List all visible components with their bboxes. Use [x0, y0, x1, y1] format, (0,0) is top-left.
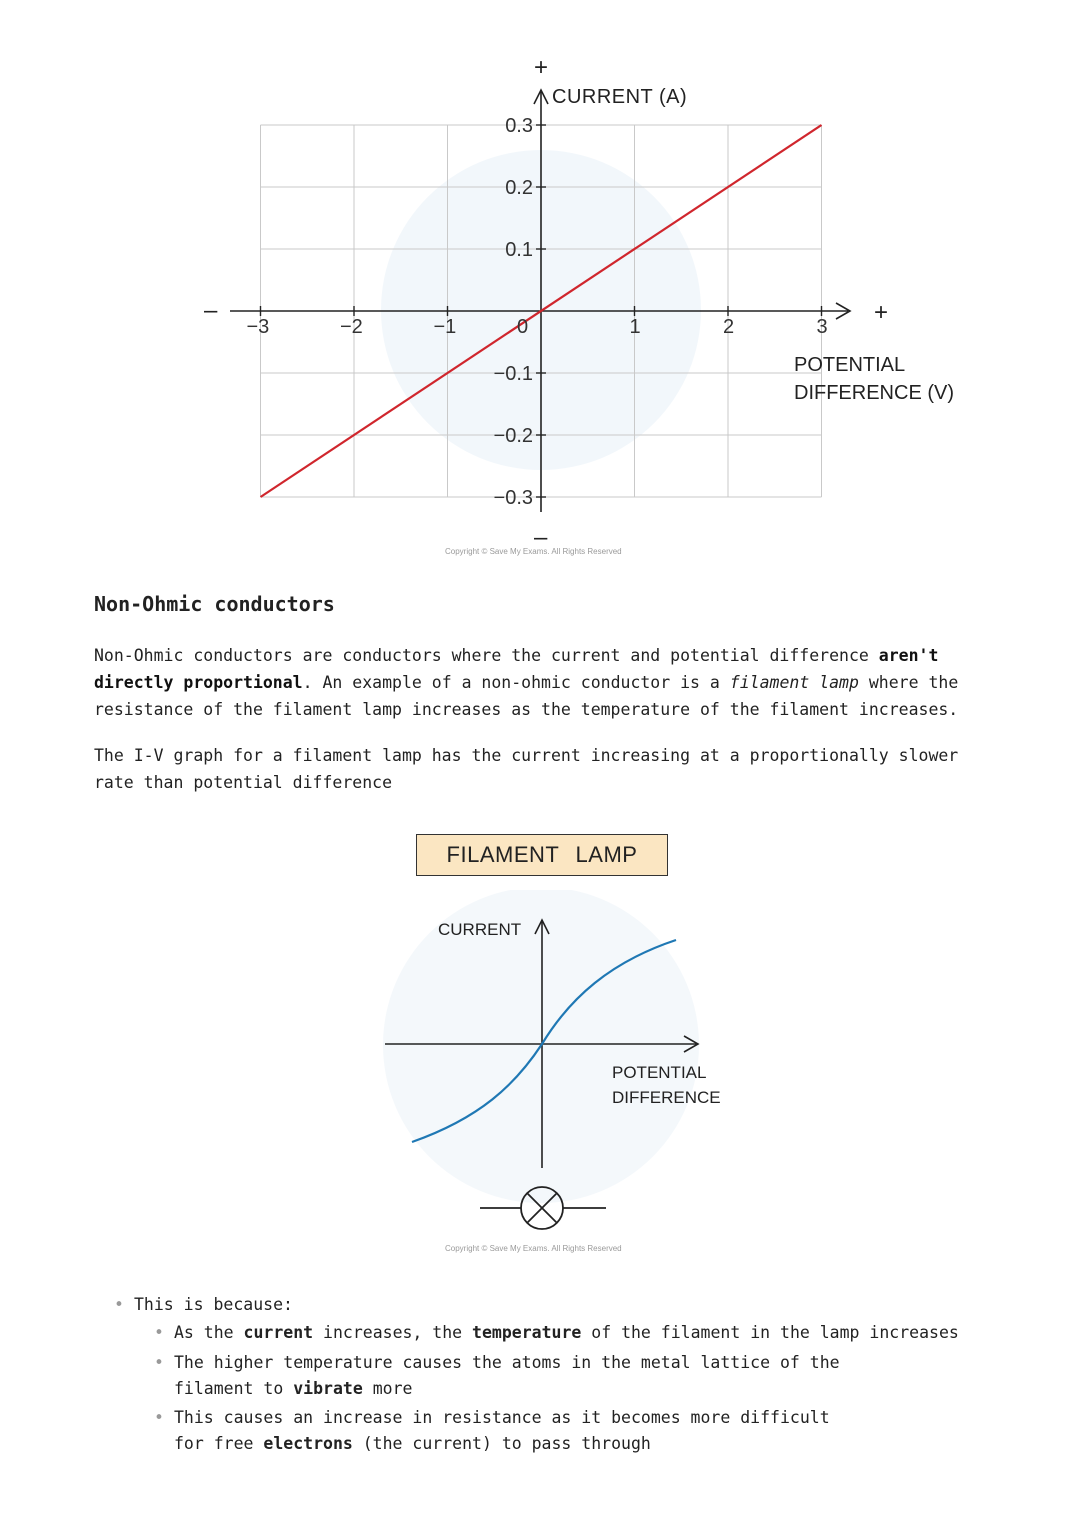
y-tick-label: 0.1 — [505, 239, 533, 261]
bullet-text: The higher temperature causes the atoms in the metal lattice of the filament to — [174, 1353, 840, 1398]
ohmic-iv-chart — [0, 0, 1080, 570]
filament-lamp-title: FILAMENT LAMP — [416, 834, 668, 876]
y-tick-label: −0.2 — [493, 425, 533, 447]
bullet-bold: vibrate — [293, 1379, 363, 1398]
x-tick-label: −1 — [433, 316, 457, 338]
para-bold: aren't directly proportional — [94, 646, 939, 692]
x-axis-label-line2: DIFFERENCE — [612, 1088, 721, 1107]
paragraph-iv-graph: The I-V graph for a filament lamp has the current increasing at a proportionally slower rate than potential difference — [94, 746, 959, 792]
bullet-dot: • — [154, 1408, 164, 1427]
bullet-bold: electrons — [263, 1434, 353, 1453]
y-minus-sign: – — [534, 524, 548, 551]
bullet-vibrate — [154, 1350, 914, 1402]
para-text: . An example of a non-ohmic conductor is a — [302, 673, 730, 692]
y-tick-label: 0.3 — [505, 115, 533, 137]
y-axis-label: CURRENT (A) — [552, 86, 688, 108]
copyright-notice: Copyright © Save My Exams. All Rights Reserved — [445, 547, 622, 556]
bullet-dot: • — [154, 1323, 164, 1342]
x-tick-label: 3 — [816, 316, 828, 338]
bullet-text: (the current) to pass through — [352, 1434, 651, 1453]
paragraph-non-ohmic — [94, 642, 994, 723]
bullet-text: of the filament in the lamp increases — [581, 1323, 959, 1342]
bullet-text: This is because: — [134, 1295, 293, 1314]
x-tick-label: −3 — [246, 316, 270, 338]
x-plus-sign: + — [874, 299, 889, 326]
x-axis-label-line2: DIFFERENCE (V) — [794, 382, 954, 404]
x-tick-label: 0 — [517, 316, 529, 338]
x-minus-sign: – — [204, 297, 218, 324]
y-tick-label: −0.1 — [493, 363, 533, 385]
bullet-text: As the — [174, 1323, 244, 1342]
para-italic: filament lamp — [729, 673, 859, 692]
bullet-electrons — [154, 1405, 854, 1457]
y-tick-label: −0.3 — [493, 487, 533, 509]
para-text: where the resistance of the filament lamp increases as the temperature of the filament increases. — [94, 673, 959, 719]
bullet-bold: current — [243, 1323, 314, 1342]
bullet-text: more — [362, 1379, 413, 1398]
filament-lamp-iv-chart — [0, 890, 1080, 1260]
x-axis-label-line1: POTENTIAL — [612, 1063, 707, 1082]
bullet-dot: • — [114, 1295, 124, 1314]
bullet-bold: temperature — [472, 1323, 582, 1342]
bullet-intro — [114, 1292, 1014, 1318]
bullet-text: increases, the — [313, 1323, 473, 1342]
x-axis-label-line1: POTENTIAL — [794, 354, 906, 376]
x-tick-label: 2 — [723, 316, 735, 338]
copyright-notice: Copyright © Save My Exams. All Rights Reserved — [445, 1244, 622, 1253]
para-text: Non-Ohmic conductors are conductors where the current and potential difference — [94, 646, 879, 665]
y-axis-label: CURRENT — [438, 920, 522, 939]
bullet-dot: • — [154, 1353, 164, 1372]
bullet-text: This causes an increase in resistance as it becomes more difficult for free — [174, 1408, 830, 1453]
bullet-current-temperature — [154, 1320, 974, 1346]
y-tick-label: 0.2 — [505, 177, 533, 199]
x-tick-label: −2 — [340, 316, 363, 338]
section-heading: Non-Ohmic conductors — [94, 592, 335, 616]
x-tick-label: 1 — [629, 316, 641, 338]
y-plus-sign: + — [534, 54, 549, 81]
